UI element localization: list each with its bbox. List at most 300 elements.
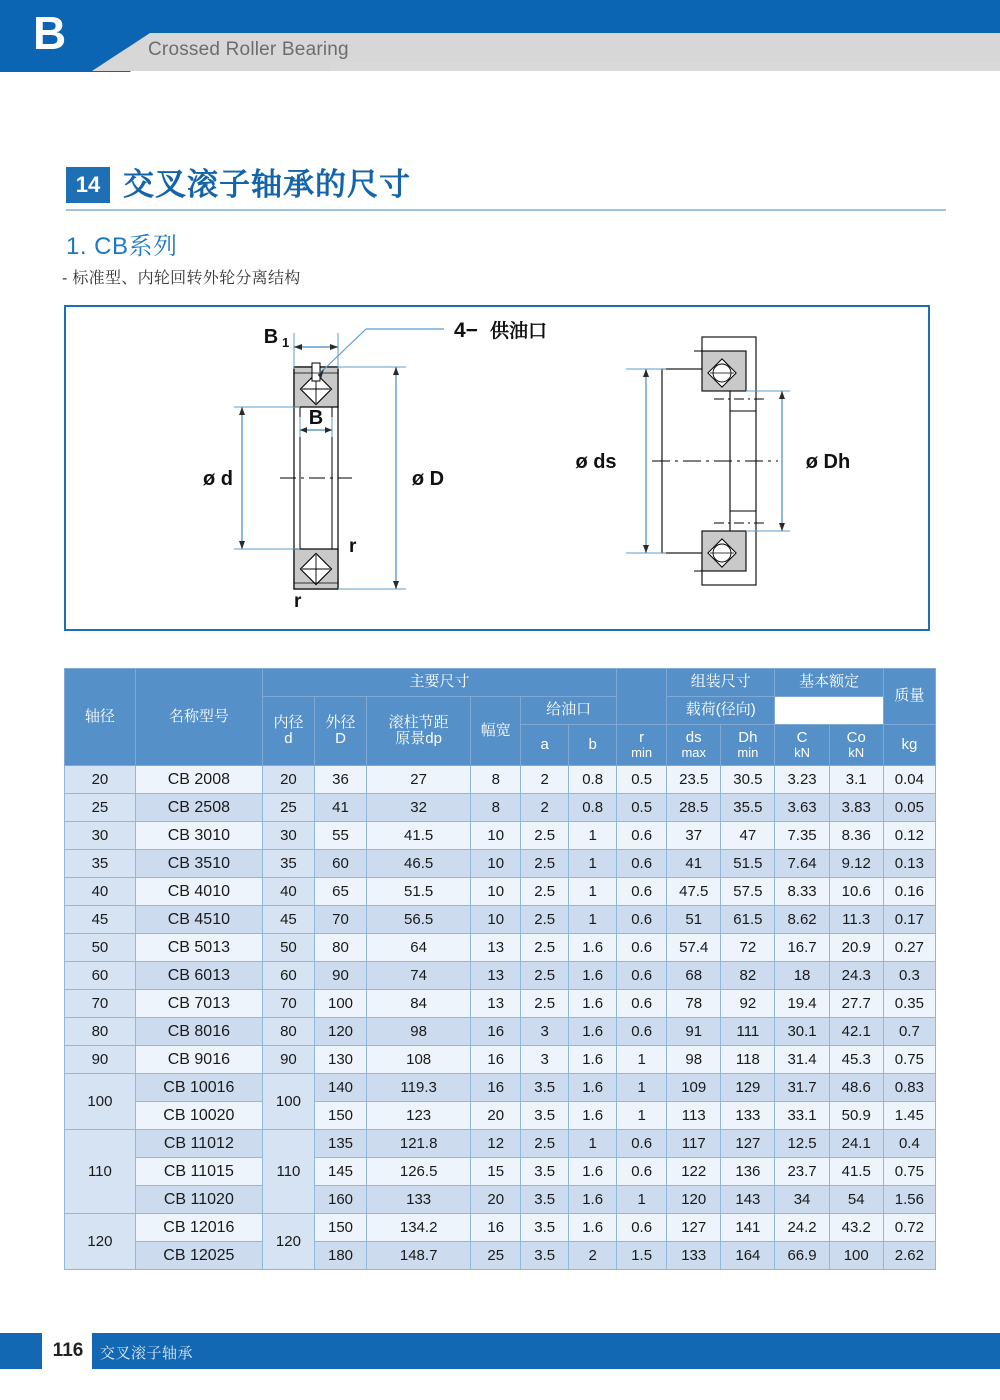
cell-D: 160: [314, 1186, 366, 1214]
cell-B: 8: [471, 794, 521, 822]
cell-C: 34: [775, 1186, 829, 1214]
col-head-dh-min: [721, 725, 775, 766]
cell-C: 31.7: [775, 1074, 829, 1102]
cell-dp: 126.5: [367, 1158, 471, 1186]
cell-dp: 64: [367, 934, 471, 962]
cell-ds: 28.5: [667, 794, 721, 822]
cell-rmin: 0.5: [617, 794, 667, 822]
specification-table: [64, 668, 936, 1270]
footer-page-number: 116: [52, 1340, 84, 1361]
table-row: [65, 766, 936, 794]
cell-shaft-dia: 90: [65, 1046, 136, 1074]
cell-ds: 109: [667, 1074, 721, 1102]
cell-kg: 0.3: [883, 962, 935, 990]
cell-kg: 0.7: [883, 1018, 935, 1046]
table-row: [65, 878, 936, 906]
col-head-r-sym: r: [639, 728, 645, 746]
cell-model: CB 2008: [135, 766, 262, 794]
col-head-r-qual: min: [631, 745, 653, 761]
col-head-c-sym: C: [796, 728, 808, 746]
col-head-c-unit: kN: [794, 745, 810, 761]
col-head-roller-pitch: [367, 697, 471, 766]
col-head-co-unit: kN: [848, 745, 865, 761]
cell-C: 16.7: [775, 934, 829, 962]
cell-B: 10: [471, 906, 521, 934]
cell-b: 0.8: [569, 794, 617, 822]
cell-D: 150: [314, 1102, 366, 1130]
subsection-note: - 标准型、内轮回转外轮分离结构: [62, 270, 301, 287]
cell-a: 2.5: [521, 990, 569, 1018]
col-head-inner-dia: [262, 697, 314, 766]
cell-model: CB 3510: [135, 850, 262, 878]
cell-a: 3.5: [521, 1214, 569, 1242]
cell-B: 16: [471, 1074, 521, 1102]
cell-dp: 134.2: [367, 1214, 471, 1242]
cell-C: 18: [775, 962, 829, 990]
cell-kg: 0.16: [883, 878, 935, 906]
cell-shaft-dia: 80: [65, 1018, 136, 1046]
cell-a: 3: [521, 1046, 569, 1074]
label-diameter-D: ø D: [411, 468, 445, 490]
cell-Dh: 164: [721, 1242, 775, 1270]
cell-Dh: 30.5: [721, 766, 775, 794]
cell-a: 3.5: [521, 1242, 569, 1270]
cell-D: 180: [314, 1242, 366, 1270]
table-row: [65, 1186, 936, 1214]
cell-ds: 51: [667, 906, 721, 934]
cell-ds: 57.4: [667, 934, 721, 962]
cell-ds: 122: [667, 1158, 721, 1186]
cell-dp: 121.8: [367, 1130, 471, 1158]
section-heading: [66, 167, 411, 203]
cell-Co: 11.3: [829, 906, 883, 934]
cell-Dh: 136: [721, 1158, 775, 1186]
cell-D: 135: [314, 1130, 366, 1158]
cell-inner-dia: 40: [262, 878, 314, 906]
col-head-roller-pitch-cn: 滚柱节距: [388, 713, 449, 731]
cell-Co: 50.9: [829, 1102, 883, 1130]
group-head-main-dims: 主要尺寸: [262, 669, 616, 697]
group-head-oil-port: 给油口: [521, 697, 617, 725]
cell-B: 10: [471, 822, 521, 850]
cell-Dh: 47: [721, 822, 775, 850]
left-section-drawing: [203, 319, 547, 612]
cell-shaft-dia: 60: [65, 962, 136, 990]
table-row: [65, 1130, 936, 1158]
cell-Dh: 133: [721, 1102, 775, 1130]
cell-ds: 37: [667, 822, 721, 850]
cell-shaft-dia: 20: [65, 766, 136, 794]
cell-Dh: 57.5: [721, 878, 775, 906]
cell-rmin: 0.6: [617, 962, 667, 990]
cell-C: 66.9: [775, 1242, 829, 1270]
cell-shaft-dia: 110: [65, 1130, 136, 1214]
cell-B: 20: [471, 1102, 521, 1130]
cell-kg: 0.4: [883, 1130, 935, 1158]
cell-rmin: 0.6: [617, 1214, 667, 1242]
cell-shaft-dia: 100: [65, 1074, 136, 1130]
table-row: [65, 1214, 936, 1242]
cell-dp: 133: [367, 1186, 471, 1214]
cell-D: 90: [314, 962, 366, 990]
col-head-r-min: [617, 725, 667, 766]
cell-model: CB 11020: [135, 1186, 262, 1214]
cell-shaft-dia: 70: [65, 990, 136, 1018]
cell-B: 13: [471, 962, 521, 990]
cell-D: 41: [314, 794, 366, 822]
label-r-upper: r: [349, 536, 357, 557]
cell-kg: 0.75: [883, 1046, 935, 1074]
cell-inner-dia: 30: [262, 822, 314, 850]
cell-dp: 148.7: [367, 1242, 471, 1270]
cell-model: CB 11015: [135, 1158, 262, 1186]
page-header: [0, 0, 1000, 90]
cell-model: CB 6013: [135, 962, 262, 990]
cell-ds: 127: [667, 1214, 721, 1242]
cell-a: 2.5: [521, 1130, 569, 1158]
cell-ds: 117: [667, 1130, 721, 1158]
cell-a: 2.5: [521, 934, 569, 962]
cell-B: 8: [471, 766, 521, 794]
cell-kg: 0.05: [883, 794, 935, 822]
cell-b: 1: [569, 822, 617, 850]
col-head-width: 幅宽: [471, 697, 521, 766]
cell-ds: 120: [667, 1186, 721, 1214]
cell-model: CB 7013: [135, 990, 262, 1018]
cell-model: CB 10016: [135, 1074, 262, 1102]
cell-rmin: 1: [617, 1046, 667, 1074]
cell-b: 1.6: [569, 934, 617, 962]
table-row: [65, 1158, 936, 1186]
col-head-inner-dia-cn: 内径: [273, 713, 304, 731]
cell-C: 3.23: [775, 766, 829, 794]
label-b1: B: [263, 326, 279, 348]
cell-dp: 51.5: [367, 878, 471, 906]
cell-Dh: 118: [721, 1046, 775, 1074]
cell-Co: 45.3: [829, 1046, 883, 1074]
table-row: [65, 934, 936, 962]
col-head-b: b: [569, 725, 617, 766]
table-header-row-1: [65, 669, 936, 697]
cell-D: 150: [314, 1214, 366, 1242]
cell-Co: 3.1: [829, 766, 883, 794]
cell-model: CB 4510: [135, 906, 262, 934]
cell-kg: 0.72: [883, 1214, 935, 1242]
cell-dp: 41.5: [367, 822, 471, 850]
cell-b: 1.6: [569, 1214, 617, 1242]
cell-model: CB 2508: [135, 794, 262, 822]
cell-b: 1: [569, 1130, 617, 1158]
cell-b: 1: [569, 850, 617, 878]
cell-dp: 56.5: [367, 906, 471, 934]
cell-kg: 0.17: [883, 906, 935, 934]
cell-B: 10: [471, 878, 521, 906]
table-row: [65, 822, 936, 850]
col-head-roller-pitch-sym: 原景dp: [395, 730, 442, 747]
col-head-kg: kg: [883, 725, 935, 766]
cell-rmin: 0.6: [617, 1018, 667, 1046]
bearing-drawing: [66, 307, 928, 629]
col-head-co-sym: Co: [846, 728, 866, 746]
cell-D: 140: [314, 1074, 366, 1102]
cell-inner-dia: 100: [262, 1074, 314, 1130]
cell-inner-dia: 50: [262, 934, 314, 962]
cell-kg: 1.45: [883, 1102, 935, 1130]
cell-Co: 100: [829, 1242, 883, 1270]
cell-shaft-dia: 50: [65, 934, 136, 962]
cell-Co: 41.5: [829, 1158, 883, 1186]
cell-dp: 32: [367, 794, 471, 822]
right-section-drawing: [575, 337, 850, 585]
cell-kg: 0.35: [883, 990, 935, 1018]
cell-Dh: 72: [721, 934, 775, 962]
cell-Co: 8.36: [829, 822, 883, 850]
cell-inner-dia: 90: [262, 1046, 314, 1074]
table-row: [65, 1242, 936, 1270]
table-row: [65, 1018, 936, 1046]
cell-inner-dia: 45: [262, 906, 314, 934]
cell-b: 1.6: [569, 1158, 617, 1186]
cell-rmin: 0.6: [617, 878, 667, 906]
cell-a: 2.5: [521, 906, 569, 934]
cell-a: 2.5: [521, 962, 569, 990]
col-head-dh-sym: Dh: [738, 728, 758, 746]
cell-B: 16: [471, 1018, 521, 1046]
cell-Co: 3.83: [829, 794, 883, 822]
cell-C: 31.4: [775, 1046, 829, 1074]
header-title: Crossed Roller Bearing: [148, 39, 349, 60]
cell-inner-dia: 35: [262, 850, 314, 878]
cell-shaft-dia: 45: [65, 906, 136, 934]
brand-logo-letter: B: [33, 7, 67, 59]
cell-b: 1.6: [569, 1102, 617, 1130]
cell-D: 145: [314, 1158, 366, 1186]
cell-b: 0.8: [569, 766, 617, 794]
cell-Dh: 61.5: [721, 906, 775, 934]
cell-rmin: 0.6: [617, 822, 667, 850]
cell-Dh: 35.5: [721, 794, 775, 822]
cell-dp: 27: [367, 766, 471, 794]
cell-a: 2.5: [521, 850, 569, 878]
col-head-ds-qual: max: [681, 745, 706, 761]
cell-ds: 41: [667, 850, 721, 878]
cell-ds: 68: [667, 962, 721, 990]
col-head-outer-dia-cn: 外径: [325, 713, 356, 731]
cell-b: 1.6: [569, 1046, 617, 1074]
col-head-outer-dia: [314, 697, 366, 766]
cell-kg: 0.12: [883, 822, 935, 850]
table-row: [65, 794, 936, 822]
cell-B: 20: [471, 1186, 521, 1214]
cell-shaft-dia: 30: [65, 822, 136, 850]
cell-kg: 1.56: [883, 1186, 935, 1214]
subsection-title: 1. CB系列: [66, 233, 178, 260]
cell-model: CB 12016: [135, 1214, 262, 1242]
cell-Dh: 129: [721, 1074, 775, 1102]
cell-dp: 84: [367, 990, 471, 1018]
footer-text: 交叉滚子轴承: [100, 1345, 194, 1362]
cell-B: 13: [471, 990, 521, 1018]
cell-inner-dia: 60: [262, 962, 314, 990]
col-head-ds-max: [667, 725, 721, 766]
cell-C: 7.35: [775, 822, 829, 850]
cell-shaft-dia: 35: [65, 850, 136, 878]
cell-a: 2.5: [521, 822, 569, 850]
cell-inner-dia: 25: [262, 794, 314, 822]
cell-kg: 0.13: [883, 850, 935, 878]
cell-rmin: 1: [617, 1186, 667, 1214]
col-head-outer-dia-sym: D: [335, 730, 346, 747]
col-head-shaft-dia: 轴径: [65, 669, 136, 766]
cell-dp: 119.3: [367, 1074, 471, 1102]
cell-a: 2: [521, 766, 569, 794]
cell-inner-dia: 70: [262, 990, 314, 1018]
cell-shaft-dia: 120: [65, 1214, 136, 1270]
cell-D: 36: [314, 766, 366, 794]
cell-Co: 9.12: [829, 850, 883, 878]
cell-B: 16: [471, 1046, 521, 1074]
cell-Co: 24.3: [829, 962, 883, 990]
table-row: [65, 990, 936, 1018]
table-row: [65, 962, 936, 990]
cell-C: 7.64: [775, 850, 829, 878]
header-gray-band-lower: [330, 62, 1000, 71]
cell-B: 12: [471, 1130, 521, 1158]
cell-a: 3.5: [521, 1158, 569, 1186]
col-head-model: 名称型号: [135, 669, 262, 766]
cell-D: 70: [314, 906, 366, 934]
cell-model: CB 10020: [135, 1102, 262, 1130]
col-head-c-kn: [775, 725, 829, 766]
cell-shaft-dia: 25: [65, 794, 136, 822]
cell-Dh: 127: [721, 1130, 775, 1158]
cell-inner-dia: 120: [262, 1214, 314, 1270]
cell-C: 8.62: [775, 906, 829, 934]
cell-ds: 23.5: [667, 766, 721, 794]
cell-b: 1: [569, 878, 617, 906]
col-head-a: a: [521, 725, 569, 766]
section-underline: [66, 209, 946, 211]
page-title: 交叉滚子轴承的尺寸: [123, 167, 411, 202]
callout-oil-port-text: 供油口: [490, 321, 548, 342]
cell-model: CB 5013: [135, 934, 262, 962]
cell-B: 10: [471, 850, 521, 878]
specification-table-wrapper: [64, 668, 936, 1270]
cell-B: 15: [471, 1158, 521, 1186]
label-diameter-ds: ø ds: [575, 451, 617, 473]
cell-B: 13: [471, 934, 521, 962]
cell-C: 19.4: [775, 990, 829, 1018]
cell-Dh: 82: [721, 962, 775, 990]
cell-B: 16: [471, 1214, 521, 1242]
cell-ds: 98: [667, 1046, 721, 1074]
cell-shaft-dia: 40: [65, 878, 136, 906]
cell-a: 3: [521, 1018, 569, 1046]
cell-Dh: 51.5: [721, 850, 775, 878]
cell-rmin: 0.6: [617, 850, 667, 878]
cell-Co: 20.9: [829, 934, 883, 962]
cell-Co: 24.1: [829, 1130, 883, 1158]
col-head-inner-dia-sym: d: [284, 730, 293, 747]
cell-rmin: 1.5: [617, 1242, 667, 1270]
cell-Co: 43.2: [829, 1214, 883, 1242]
cell-b: 1.6: [569, 1186, 617, 1214]
cell-C: 8.33: [775, 878, 829, 906]
label-r-lower: r: [294, 591, 302, 612]
cell-model: CB 12025: [135, 1242, 262, 1270]
cell-rmin: 1: [617, 1102, 667, 1130]
cell-b: 2: [569, 1242, 617, 1270]
cell-C: 3.63: [775, 794, 829, 822]
cell-ds: 113: [667, 1102, 721, 1130]
cell-rmin: 0.6: [617, 906, 667, 934]
group-head-mass: 质量: [883, 669, 935, 725]
cell-Co: 42.1: [829, 1018, 883, 1046]
table-row: [65, 850, 936, 878]
cell-Dh: 143: [721, 1186, 775, 1214]
table-row: [65, 1074, 936, 1102]
cell-b: 1.6: [569, 1018, 617, 1046]
table-row: [65, 906, 936, 934]
cell-kg: 0.75: [883, 1158, 935, 1186]
cell-inner-dia: 110: [262, 1130, 314, 1214]
cell-a: 3.5: [521, 1074, 569, 1102]
group-head-load-1: 基本额定: [775, 669, 883, 697]
cell-D: 60: [314, 850, 366, 878]
cell-D: 130: [314, 1046, 366, 1074]
cell-D: 55: [314, 822, 366, 850]
cell-b: 1.6: [569, 1074, 617, 1102]
bearing-diagram-panel: [64, 305, 930, 631]
cell-Co: 10.6: [829, 878, 883, 906]
cell-rmin: 0.6: [617, 990, 667, 1018]
col-head-dh-qual: min: [737, 745, 759, 761]
cell-C: 12.5: [775, 1130, 829, 1158]
cell-ds: 78: [667, 990, 721, 1018]
cell-kg: 0.04: [883, 766, 935, 794]
cell-D: 100: [314, 990, 366, 1018]
col-head-ds-sym: ds: [685, 728, 702, 746]
cell-D: 80: [314, 934, 366, 962]
cell-Dh: 141: [721, 1214, 775, 1242]
cell-kg: 0.27: [883, 934, 935, 962]
table-row: [65, 1046, 936, 1074]
label-diameter-Dh: ø Dh: [805, 451, 851, 473]
cell-ds: 47.5: [667, 878, 721, 906]
cell-Co: 27.7: [829, 990, 883, 1018]
cell-dp: 108: [367, 1046, 471, 1074]
cell-a: 2.5: [521, 878, 569, 906]
section-number-badge: 14: [66, 167, 110, 203]
cell-D: 65: [314, 878, 366, 906]
cell-C: 30.1: [775, 1018, 829, 1046]
callout-oil-port-symbol: 4−: [454, 319, 478, 342]
cell-rmin: 1: [617, 1074, 667, 1102]
cell-ds: 133: [667, 1242, 721, 1270]
cell-model: CB 11012: [135, 1130, 262, 1158]
cell-Dh: 111: [721, 1018, 775, 1046]
group-head-r: [617, 669, 667, 725]
group-head-assembly: 组装尺寸: [667, 669, 775, 697]
label-diameter-d: ø d: [203, 468, 233, 490]
cell-ds: 91: [667, 1018, 721, 1046]
cell-model: CB 3010: [135, 822, 262, 850]
group-head-load-2: 载荷(径向): [667, 697, 775, 725]
cell-b: 1: [569, 906, 617, 934]
label-b: B: [308, 407, 324, 429]
cell-b: 1.6: [569, 990, 617, 1018]
cell-rmin: 0.5: [617, 766, 667, 794]
